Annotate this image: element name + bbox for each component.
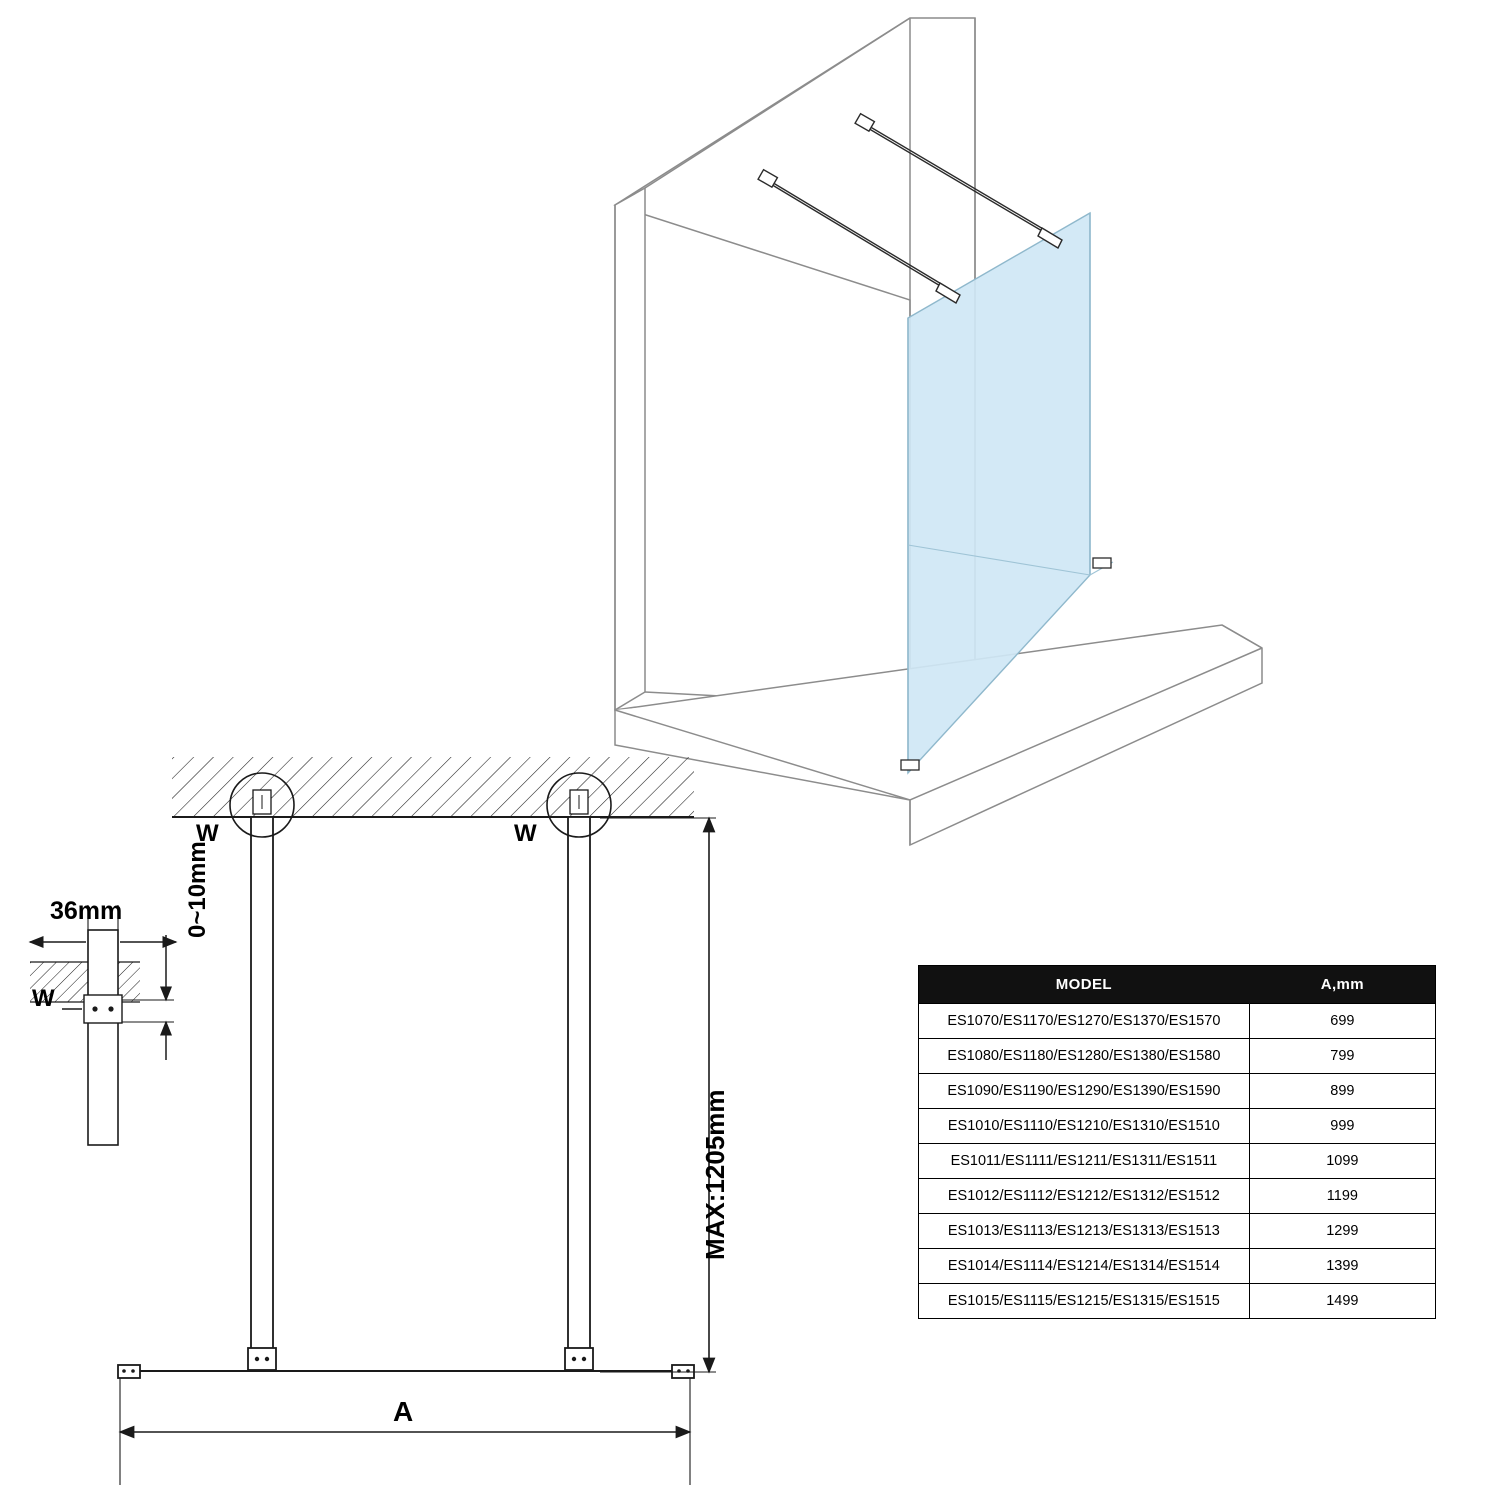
height-dimension-label: MAX:1205mm	[700, 1089, 730, 1260]
table-row	[919, 1039, 1435, 1074]
detail-width-label: 36mm	[50, 897, 123, 925]
table-row	[919, 1144, 1435, 1179]
table-cell-model: ES1012/ES1112/ES1212/ES1312/ES1512	[919, 1179, 1249, 1214]
height-dimension	[600, 818, 716, 1372]
table-row	[919, 1074, 1435, 1109]
vertical-bar-left	[248, 817, 276, 1370]
table-row	[919, 1109, 1435, 1144]
table-cell-a: 899	[1249, 1074, 1435, 1109]
width-dimension-label: A	[393, 1396, 414, 1427]
detail-gap-label	[184, 841, 212, 938]
detail-bracket-label: W	[32, 985, 55, 1012]
table-row	[919, 1179, 1435, 1214]
table-cell-model: ES1080/ES1180/ES1280/ES1380/ES1580	[919, 1039, 1249, 1074]
bracket-callout-right	[547, 773, 611, 837]
bracket-label-right: W	[514, 820, 537, 847]
table-cell-a: 1199	[1249, 1179, 1435, 1214]
bracket-label-left: W	[196, 820, 219, 847]
isometric-view	[615, 18, 1262, 845]
bracket-callout-left	[230, 773, 294, 837]
table-cell-a: 1299	[1249, 1214, 1435, 1249]
table-cell-model: ES1010/ES1110/ES1210/ES1310/ES1510	[919, 1109, 1249, 1144]
detail-gap-text: 0~10mm	[184, 841, 211, 938]
table-cell-model: ES1011/ES1111/ES1211/ES1311/ES1511	[919, 1144, 1249, 1179]
table-header-row	[919, 966, 1435, 1004]
table-cell-model: ES1015/ES1115/ES1215/ES1315/ES1515	[919, 1284, 1249, 1319]
vertical-bar-right	[565, 817, 593, 1370]
width-dimension	[120, 1378, 690, 1485]
table-row	[919, 1214, 1435, 1249]
table-header-a: A,mm	[1249, 966, 1435, 1004]
model-spec-table	[918, 965, 1436, 1319]
table-cell-a: 1399	[1249, 1249, 1435, 1284]
table-cell-model: ES1013/ES1113/ES1213/ES1313/ES1513	[919, 1214, 1249, 1249]
table-cell-model: ES1014/ES1114/ES1214/ES1314/ES1514	[919, 1249, 1249, 1284]
table-row	[919, 1004, 1435, 1039]
detail-profile	[88, 930, 118, 1145]
table-cell-a: 799	[1249, 1039, 1435, 1074]
table-cell-model: ES1090/ES1190/ES1290/ES1390/ES1590	[919, 1074, 1249, 1109]
table-cell-model: ES1070/ES1170/ES1270/ES1370/ES1570	[919, 1004, 1249, 1039]
detail-bracket	[84, 995, 122, 1023]
table-cell-a: 1099	[1249, 1144, 1435, 1179]
table-cell-a: 1499	[1249, 1284, 1435, 1319]
table-row	[919, 1249, 1435, 1284]
table-header-model: MODEL	[919, 966, 1249, 1004]
detail-view	[30, 905, 176, 1145]
table-row	[919, 1284, 1435, 1319]
table-cell-a: 999	[1249, 1109, 1435, 1144]
table-cell-a: 699	[1249, 1004, 1435, 1039]
